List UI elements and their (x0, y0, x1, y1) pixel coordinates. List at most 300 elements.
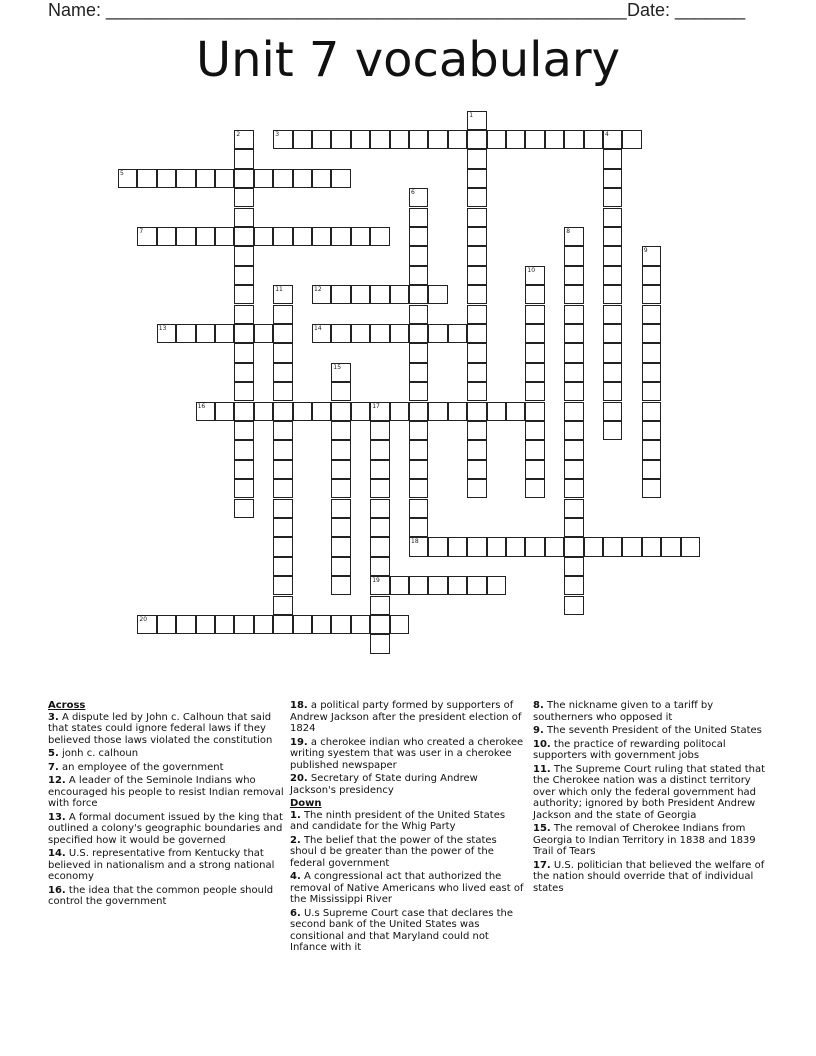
crossword-cell[interactable] (234, 266, 253, 285)
crossword-cell[interactable] (642, 460, 661, 479)
crossword-cell[interactable] (603, 169, 622, 188)
clue-text: U.s Supreme Court case that declares the second bank of the United States was consitional and that Maryland could not Infance with it (290, 907, 514, 953)
clue-number-label: 11 (275, 286, 283, 294)
crossword-cell[interactable] (409, 305, 428, 324)
crossword-cell[interactable] (331, 440, 350, 459)
crossword-cell[interactable] (506, 130, 525, 149)
crossword-cell[interactable] (564, 499, 583, 518)
crossword-cell[interactable] (487, 576, 506, 595)
crossword-cell[interactable] (273, 402, 292, 421)
clue-number-label: 14 (314, 324, 322, 332)
crossword-cell[interactable] (273, 363, 292, 382)
crossword-cell[interactable] (215, 324, 234, 343)
crossword-cell[interactable] (137, 227, 156, 246)
crossword-cell[interactable] (564, 537, 583, 556)
crossword-cell[interactable] (642, 537, 661, 556)
crossword-cell[interactable] (234, 479, 253, 498)
page-title: Unit 7 vocabulary (195, 32, 621, 88)
crossword-cell[interactable] (331, 130, 350, 149)
crossword-cell[interactable] (525, 130, 544, 149)
crossword-cell[interactable] (525, 402, 544, 421)
crossword-cell[interactable] (370, 460, 389, 479)
crossword-cell[interactable] (215, 227, 234, 246)
crossword-cell[interactable] (642, 363, 661, 382)
crossword-cell[interactable] (525, 324, 544, 343)
crossword-cell[interactable] (603, 149, 622, 168)
crossword-cell[interactable] (273, 615, 292, 634)
crossword-cell[interactable] (506, 402, 525, 421)
crossword-cell[interactable] (157, 169, 176, 188)
crossword-cell[interactable] (196, 169, 215, 188)
crossword-cell[interactable] (564, 518, 583, 537)
crossword-cell[interactable] (273, 557, 292, 576)
crossword-cell[interactable] (409, 460, 428, 479)
crossword-cell[interactable] (273, 499, 292, 518)
crossword-cell[interactable] (428, 537, 447, 556)
crossword-cell[interactable] (525, 266, 544, 285)
crossword-cell[interactable] (564, 402, 583, 421)
crossword-cell[interactable] (525, 305, 544, 324)
crossword-cell[interactable] (312, 227, 331, 246)
clue-text: an employee of the government (58, 761, 224, 773)
clues-column-3 (533, 700, 769, 896)
clue-number: 7. (48, 761, 59, 773)
crossword-cell[interactable] (525, 285, 544, 304)
crossword-cell[interactable] (467, 421, 486, 440)
crossword-cell[interactable] (409, 285, 428, 304)
crossword-cell[interactable] (428, 285, 447, 304)
crossword-cell[interactable] (234, 188, 253, 207)
crossword-cell[interactable] (234, 208, 253, 227)
crossword-cell[interactable] (545, 537, 564, 556)
crossword-cell[interactable] (351, 615, 370, 634)
crossword-cell[interactable] (370, 499, 389, 518)
clue-text: the practice of rewarding politocal supporters with government jobs (533, 738, 726, 761)
crossword-cell[interactable] (331, 227, 350, 246)
clue-number-label: 17 (372, 402, 380, 410)
crossword-cell[interactable] (273, 440, 292, 459)
crossword-cell[interactable] (370, 285, 389, 304)
crossword-cell[interactable] (584, 130, 603, 149)
crossword-cell[interactable] (234, 305, 253, 324)
crossword-cell[interactable] (467, 382, 486, 401)
crossword-cell[interactable] (603, 421, 622, 440)
clue-number: 19. (290, 736, 308, 748)
crossword-cell[interactable] (176, 615, 195, 634)
crossword-cell[interactable] (234, 421, 253, 440)
crossword-cell[interactable] (487, 130, 506, 149)
down-clue (290, 871, 526, 906)
date-field-label[interactable]: Date: _______ (627, 0, 746, 20)
crossword-cell[interactable] (293, 615, 312, 634)
crossword-cell[interactable] (622, 130, 641, 149)
name-field-label[interactable]: Name: ____________________________________________________ (48, 0, 627, 20)
crossword-cell[interactable] (603, 227, 622, 246)
across-clue (290, 773, 526, 796)
crossword-cell[interactable] (467, 246, 486, 265)
crossword-cell[interactable] (467, 188, 486, 207)
crossword-cell[interactable] (331, 363, 350, 382)
down-clue (290, 810, 526, 833)
crossword-cell[interactable] (157, 227, 176, 246)
crossword-cell[interactable] (564, 305, 583, 324)
crossword-cell[interactable] (603, 305, 622, 324)
clue-text: jonh c. calhoun (58, 748, 139, 759)
clue-text: A leader of the Seminole Indians who encouraged his people to resist Indian removal with force (48, 775, 284, 809)
crossword-cell[interactable] (234, 440, 253, 459)
crossword-cell[interactable] (351, 130, 370, 149)
crossword-cell[interactable] (467, 227, 486, 246)
crossword-cell[interactable] (603, 537, 622, 556)
down-heading: Down (290, 798, 322, 809)
crossword-cell[interactable] (603, 208, 622, 227)
crossword-cell[interactable] (642, 343, 661, 362)
crossword-cell[interactable] (331, 421, 350, 440)
clue-text: a political party formed by supporters of Andrew Jackson after the president election of 1824 (290, 700, 522, 734)
crossword-cell[interactable] (390, 324, 409, 343)
clue-number-label: 18 (411, 538, 419, 546)
crossword-cell[interactable] (273, 596, 292, 615)
crossword-cell[interactable] (390, 130, 409, 149)
down-clue (533, 725, 769, 737)
crossword-cell[interactable] (370, 634, 389, 653)
crossword-cell[interactable] (603, 324, 622, 343)
crossword-cell[interactable] (467, 285, 486, 304)
crossword-cell[interactable] (196, 324, 215, 343)
crossword-cell[interactable] (273, 576, 292, 595)
crossword-cell[interactable] (642, 305, 661, 324)
crossword-cell[interactable] (525, 421, 544, 440)
crossword-cell[interactable] (234, 402, 253, 421)
crossword-cell[interactable] (331, 518, 350, 537)
crossword-cell[interactable] (273, 479, 292, 498)
crossword-cell[interactable] (331, 499, 350, 518)
crossword-cell[interactable] (603, 343, 622, 362)
crossword-cell[interactable] (564, 440, 583, 459)
crossword-cell[interactable] (370, 596, 389, 615)
crossword-cell[interactable] (448, 576, 467, 595)
crossword-cell[interactable] (176, 324, 195, 343)
crossword-cell[interactable] (467, 266, 486, 285)
crossword-cell[interactable] (409, 227, 428, 246)
crossword-cell[interactable] (642, 246, 661, 265)
clue-number: 3. (48, 711, 59, 723)
crossword-cell[interactable] (642, 324, 661, 343)
crossword-cell[interactable] (564, 576, 583, 595)
crossword-cell[interactable] (293, 402, 312, 421)
crossword-cell[interactable] (312, 402, 331, 421)
crossword-cell[interactable] (642, 421, 661, 440)
crossword-cell[interactable] (234, 324, 253, 343)
crossword-cell[interactable] (331, 460, 350, 479)
clue-text: the idea that the common people should control the government (48, 884, 274, 907)
crossword-cell[interactable] (196, 615, 215, 634)
crossword-cell[interactable] (564, 266, 583, 285)
crossword-cell[interactable] (390, 615, 409, 634)
crossword-cell[interactable] (273, 227, 292, 246)
down-clue (533, 823, 769, 858)
crossword-cell[interactable] (603, 285, 622, 304)
crossword-cell[interactable] (370, 421, 389, 440)
crossword-cell[interactable] (506, 537, 525, 556)
crossword-cell[interactable] (312, 130, 331, 149)
crossword-cell[interactable] (545, 130, 564, 149)
crossword-cell[interactable] (564, 382, 583, 401)
crossword-cell[interactable] (642, 266, 661, 285)
crossword-cell[interactable] (370, 518, 389, 537)
crossword-cell[interactable] (234, 460, 253, 479)
crossword-cell[interactable] (331, 285, 350, 304)
crossword-cell[interactable] (661, 537, 680, 556)
crossword-cell[interactable] (564, 227, 583, 246)
crossword-cell[interactable] (370, 537, 389, 556)
crossword-cell[interactable] (467, 440, 486, 459)
crossword-cell[interactable] (603, 363, 622, 382)
crossword-cell[interactable] (467, 402, 486, 421)
crossword-cell[interactable] (467, 169, 486, 188)
crossword-cell[interactable] (351, 402, 370, 421)
crossword-cell[interactable] (448, 537, 467, 556)
crossword-cell[interactable] (525, 343, 544, 362)
crossword-cell[interactable] (409, 324, 428, 343)
clue-text: a cherokee indian who created a cherokee writing syestem that was user in a cherokee published newspaper (290, 736, 524, 771)
crossword-cell[interactable] (196, 227, 215, 246)
crossword-cell[interactable] (564, 246, 583, 265)
crossword-cell[interactable] (467, 479, 486, 498)
crossword-cell[interactable] (312, 324, 331, 343)
crossword-cell[interactable] (642, 402, 661, 421)
crossword-cell[interactable] (331, 382, 350, 401)
crossword-cell[interactable] (409, 363, 428, 382)
crossword-cell[interactable] (564, 285, 583, 304)
crossword-cell[interactable] (118, 169, 137, 188)
down-clue (290, 908, 526, 954)
crossword-cell[interactable] (273, 130, 292, 149)
crossword-cell[interactable] (409, 499, 428, 518)
crossword-cell[interactable] (603, 382, 622, 401)
crossword-cell[interactable] (331, 479, 350, 498)
crossword-cell[interactable] (603, 402, 622, 421)
crossword-cell[interactable] (273, 169, 292, 188)
crossword-cell[interactable] (215, 615, 234, 634)
crossword-cell[interactable] (390, 576, 409, 595)
crossword-cell[interactable] (331, 615, 350, 634)
crossword-cell[interactable] (273, 324, 292, 343)
crossword-cell[interactable] (603, 188, 622, 207)
crossword-cell[interactable] (273, 537, 292, 556)
crossword-cell[interactable] (370, 440, 389, 459)
crossword-cell[interactable] (603, 130, 622, 149)
crossword-cell[interactable] (564, 596, 583, 615)
crossword-cell[interactable] (273, 343, 292, 362)
crossword-cell[interactable] (467, 149, 486, 168)
crossword-cell[interactable] (487, 402, 506, 421)
crossword-cell[interactable] (525, 479, 544, 498)
crossword-cell[interactable] (564, 421, 583, 440)
crossword-cell[interactable] (409, 188, 428, 207)
crossword-cell[interactable] (564, 460, 583, 479)
crossword-cell[interactable] (351, 227, 370, 246)
crossword-cell[interactable] (467, 537, 486, 556)
crossword-cell[interactable] (428, 402, 447, 421)
crossword-cell[interactable] (176, 169, 195, 188)
crossword-cell[interactable] (603, 266, 622, 285)
crossword-cell[interactable] (525, 382, 544, 401)
crossword-cell[interactable] (564, 343, 583, 362)
crossword-cell[interactable] (196, 402, 215, 421)
crossword-cell[interactable] (331, 402, 350, 421)
crossword-cell[interactable] (273, 382, 292, 401)
crossword-cell[interactable] (681, 537, 700, 556)
crossword-cell[interactable] (370, 130, 389, 149)
crossword-cell[interactable] (448, 130, 467, 149)
crossword-cell[interactable] (234, 246, 253, 265)
crossword-cell[interactable] (467, 111, 486, 130)
crossword-cell[interactable] (370, 576, 389, 595)
crossword-cell[interactable] (467, 576, 486, 595)
clue-number: 10. (533, 738, 551, 750)
crossword-cell[interactable] (176, 227, 195, 246)
crossword-cell[interactable] (564, 324, 583, 343)
crossword-cell[interactable] (234, 130, 253, 149)
crossword-cell[interactable] (370, 402, 389, 421)
crossword-cell[interactable] (370, 557, 389, 576)
crossword-cell[interactable] (254, 615, 273, 634)
crossword-cell[interactable] (525, 440, 544, 459)
crossword-cell[interactable] (622, 537, 641, 556)
crossword-cell[interactable] (390, 402, 409, 421)
crossword-cell[interactable] (525, 460, 544, 479)
crossword-cell[interactable] (312, 615, 331, 634)
clue-number-label: 16 (197, 402, 206, 410)
crossword-cell[interactable] (351, 324, 370, 343)
clue-number: 16. (48, 884, 66, 896)
crossword-cell[interactable] (215, 169, 234, 188)
crossword-cell[interactable] (273, 518, 292, 537)
crossword-cell[interactable] (370, 615, 389, 634)
crossword-cell[interactable] (603, 246, 622, 265)
crossword-cell[interactable] (584, 537, 603, 556)
crossword-cell[interactable] (409, 479, 428, 498)
crossword-cell[interactable] (409, 537, 428, 556)
crossword-cell[interactable] (331, 324, 350, 343)
crossword-cell[interactable] (273, 421, 292, 440)
crossword-cell[interactable] (428, 576, 447, 595)
crossword-cell[interactable] (409, 440, 428, 459)
crossword-cell[interactable] (351, 285, 370, 304)
crossword-cell[interactable] (370, 479, 389, 498)
crossword-cell[interactable] (331, 576, 350, 595)
crossword-cell[interactable] (234, 615, 253, 634)
crossword-cell[interactable] (293, 130, 312, 149)
crossword-cell[interactable] (273, 305, 292, 324)
clue-number-label: 1 (469, 111, 474, 119)
crossword-cell[interactable] (642, 382, 661, 401)
crossword-cell[interactable] (137, 169, 156, 188)
crossword-cell[interactable] (409, 518, 428, 537)
crossword-cell[interactable] (564, 479, 583, 498)
crossword-cell[interactable] (409, 130, 428, 149)
crossword-cell[interactable] (428, 130, 447, 149)
crossword-cell[interactable] (409, 402, 428, 421)
clue-text: Secretary of State during Andrew Jackson's presidency (290, 773, 478, 796)
crossword-cell[interactable] (234, 382, 253, 401)
crossword-cell[interactable] (409, 421, 428, 440)
crossword-cell[interactable] (157, 324, 176, 343)
crossword-cell[interactable] (467, 324, 486, 343)
crossword-cell[interactable] (331, 537, 350, 556)
crossword-cell[interactable] (312, 169, 331, 188)
crossword-cell[interactable] (642, 285, 661, 304)
crossword-cell[interactable] (254, 227, 273, 246)
crossword-cell[interactable] (273, 285, 292, 304)
crossword-cell[interactable] (448, 324, 467, 343)
crossword-cell[interactable] (157, 615, 176, 634)
crossword-cell[interactable] (409, 576, 428, 595)
crossword-cell[interactable] (234, 169, 253, 188)
crossword-cell[interactable] (254, 169, 273, 188)
crossword-cell[interactable] (467, 343, 486, 362)
crossword-cell[interactable] (409, 382, 428, 401)
crossword-cell[interactable] (370, 324, 389, 343)
crossword-cell[interactable] (293, 227, 312, 246)
crossword-cell[interactable] (254, 324, 273, 343)
crossword-cell[interactable] (467, 208, 486, 227)
crossword-cell[interactable] (234, 285, 253, 304)
crossword-cell[interactable] (215, 402, 234, 421)
crossword-cell[interactable] (234, 343, 253, 362)
crossword-cell[interactable] (254, 402, 273, 421)
crossword-cell[interactable] (642, 479, 661, 498)
crossword-cell[interactable] (467, 460, 486, 479)
crossword-cell[interactable] (487, 537, 506, 556)
crossword-cell[interactable] (234, 499, 253, 518)
crossword-cell[interactable] (390, 285, 409, 304)
clue-number: 14. (48, 848, 66, 859)
down-clue (533, 860, 769, 895)
crossword-cell[interactable] (293, 169, 312, 188)
crossword-cell[interactable] (137, 615, 156, 634)
crossword-cell[interactable] (525, 363, 544, 382)
crossword-cell[interactable] (642, 440, 661, 459)
crossword-cell[interactable] (564, 130, 583, 149)
crossword-cell[interactable] (234, 149, 253, 168)
crossword-cell[interactable] (331, 557, 350, 576)
crossword-cell[interactable] (409, 246, 428, 265)
crossword-cell[interactable] (234, 227, 253, 246)
crossword-cell[interactable] (409, 208, 428, 227)
crossword-cell[interactable] (564, 363, 583, 382)
crossword-cell[interactable] (525, 537, 544, 556)
crossword-cell[interactable] (467, 130, 486, 149)
crossword-cell[interactable] (409, 266, 428, 285)
crossword-cell[interactable] (409, 343, 428, 362)
crossword-cell[interactable] (331, 169, 350, 188)
crossword-cell[interactable] (273, 460, 292, 479)
clue-number: 13. (48, 811, 66, 823)
crossword-cell[interactable] (564, 557, 583, 576)
crossword-cell[interactable] (312, 285, 331, 304)
crossword-cell[interactable] (234, 363, 253, 382)
crossword-cell[interactable] (448, 402, 467, 421)
clue-text: A congressional act that authorized the removal of Native Americans who lived east of the Mississippi River (290, 871, 524, 905)
clue-number-label: 6 (411, 189, 415, 197)
crossword-cell[interactable] (467, 363, 486, 382)
crossword-cell[interactable] (467, 305, 486, 324)
crossword-cell[interactable] (428, 324, 447, 343)
crossword-cell[interactable] (370, 227, 389, 246)
clue-number: 12. (48, 775, 66, 786)
